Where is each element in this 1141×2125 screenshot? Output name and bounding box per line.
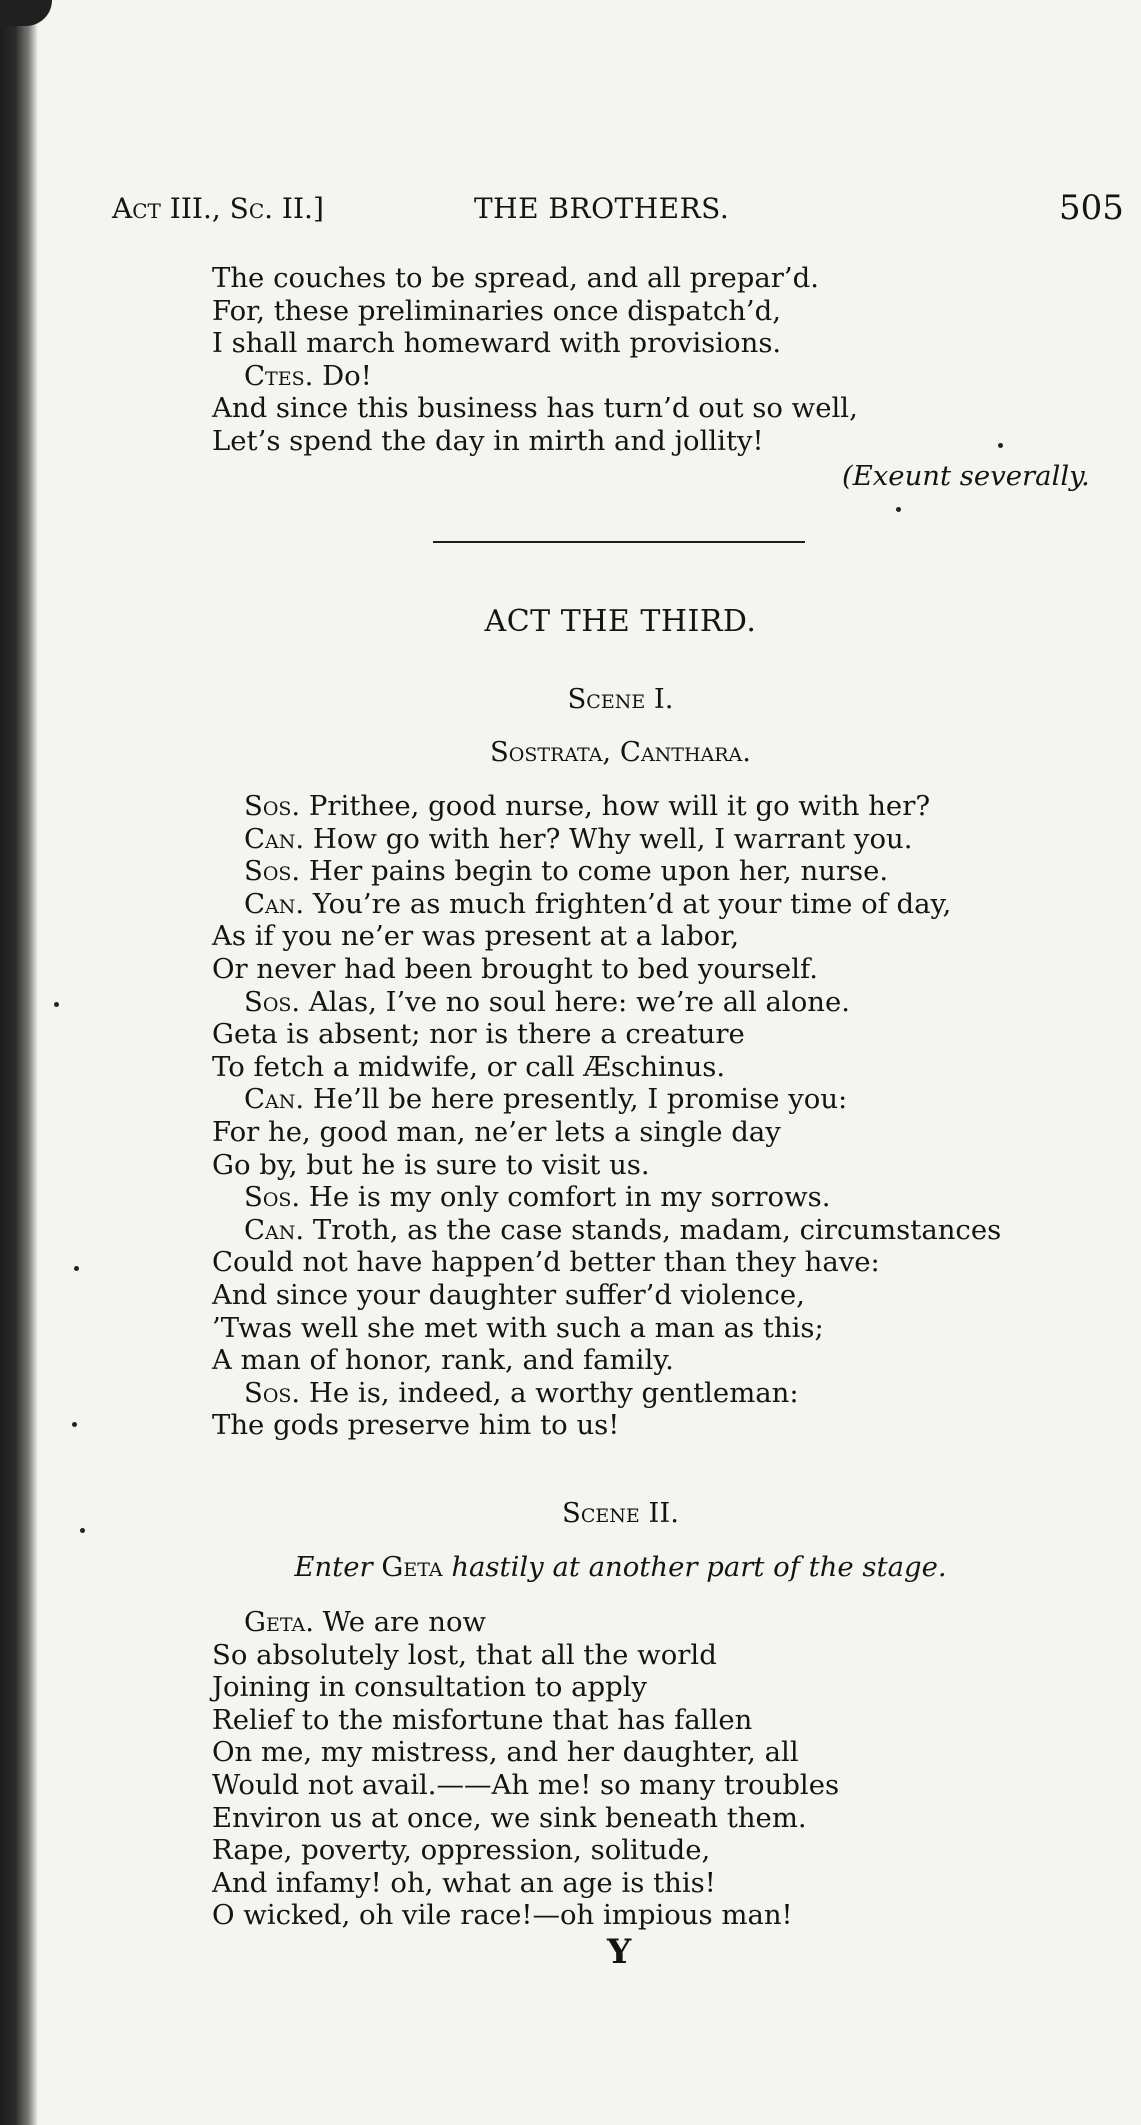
line-text: Environ us at once, we sink beneath them. [212,1801,807,1834]
speaker-name: Can. [244,822,305,855]
speaker-name: Sos. [244,790,301,822]
stage-direction-enter: Enter [294,1551,382,1583]
line-text: Relief to the misfortune that has fallen [212,1703,753,1736]
line-text: The gods preserve him to us! [212,1409,620,1442]
line-text: A man of honor, rank, and family. [212,1344,674,1377]
line-text: He is my only comfort in my sorrows. [300,1181,831,1214]
speech-line [212,855,1112,888]
speaker-name: Can. [244,1083,305,1116]
stage-direction [0,1551,1141,1583]
line-text: We are now [313,1606,487,1638]
verse-line [212,920,1112,953]
act-scene-text: Act III., Sc. II.] [112,192,324,225]
speaker-name: Ctes. [244,359,314,392]
line-text: Rape, poverty, oppression, solitude, [212,1834,711,1867]
verse-line [212,1344,1112,1377]
verse-line [212,1409,1112,1442]
top-passage [212,262,1112,458]
line-text: Her pains begin to come upon her, nurse. [300,855,889,888]
verse-line [212,1671,1112,1704]
binding-shadow [0,0,38,2125]
scene-characters: Sostrata, Canthara. [489,736,752,768]
verse-line [212,1867,1112,1900]
speaker-name: Geta. [244,1606,314,1638]
line-text: Or never had been brought to bed yourself. [212,952,818,985]
verse-line [212,1051,1112,1084]
scene-2-dialogue [212,1606,1112,1932]
ink-speck [74,1266,79,1271]
line-text: O wicked, oh vile race!—oh impious man! [212,1899,793,1932]
speech-line [212,1214,1112,1247]
verse-line [212,1802,1112,1835]
running-header [112,188,1122,228]
verse-line [212,1704,1112,1737]
signature-mark: Y [607,1932,632,1972]
line-text: How go with her? Why well, I warrant you. [304,822,913,855]
speech-line [212,1377,1112,1410]
speech-text: Do! [313,359,372,392]
speech-line [212,986,1112,1019]
verse-line [212,953,1112,986]
line-text: Go by, but he is sure to visit us. [212,1148,650,1181]
line-text: And since your daughter suffer’d violence, [212,1278,805,1311]
speaker-name: Sos. [244,1376,301,1409]
scene-heading: Scene II. [562,1497,679,1529]
speaker-name: Can. [244,887,305,920]
speaker-name: Sos. [244,1181,301,1214]
line-text: And infamy! oh, what an age is this! [212,1866,716,1899]
line-text: Could not have happen’d better than they have: [212,1246,880,1279]
binding-corner [0,0,52,26]
verse-line [212,1736,1112,1769]
verse-line: For, these preliminaries once dispatch’d, [212,294,782,327]
stage-direction-rest: hastily at another part of the stage. [442,1551,947,1583]
line-text: Alas, I’ve no soul here: we’re all alone. [300,985,850,1018]
speech-line [212,1181,1112,1214]
verse-line [212,1639,1112,1672]
line-text: As if you ne’er was present at a labor, [212,920,740,953]
verse-line [212,1769,1112,1802]
line-text: Joining in consultation to apply [212,1671,648,1704]
stage-direction-name: Geta [381,1551,443,1583]
speaker-name: Sos. [244,985,301,1018]
verse-line [212,1834,1112,1867]
speech-line [212,823,1112,856]
line-text: To fetch a midwife, or call Æschinus. [212,1050,726,1083]
line-text: He is, indeed, a worthy gentleman: [300,1376,799,1409]
act-scene-reference [112,192,324,225]
verse-line: Let’s spend the day in mirth and jollity! [212,424,764,457]
line-text: Prithee, good nurse, how will it go with her? [300,790,931,822]
line-text: He’ll be here presently, I promise you: [304,1083,848,1116]
verse-line [212,1018,1112,1051]
verse-line [212,1312,1112,1345]
line-text: On me, my mistress, and her daughter, all [212,1736,799,1769]
verse-line: I shall march homeward with provisions. [212,327,782,360]
line-text: Geta is absent; nor is there a creature [212,1018,745,1051]
speaker-name: Can. [244,1213,305,1246]
speaker-name: Sos. [244,855,301,888]
line-text: You’re as much frighten’d at your time of day, [304,887,952,920]
ink-speck [72,1422,77,1427]
speech-line [212,360,1112,393]
line-text: For he, good man, ne’er lets a single day [212,1115,781,1148]
page-number: 505 [1059,188,1124,228]
speech-line [212,790,1112,823]
verse-line: And since this business has turn’d out so well, [212,392,858,425]
scene-1-dialogue [212,790,1112,1442]
verse-line [212,1279,1112,1312]
line-text: Troth, as the case stands, madam, circumstances [304,1213,1002,1246]
stage-direction-exeunt: (Exeunt severally. [842,460,1090,492]
speech-line [212,1606,1112,1639]
ink-speck [896,507,901,512]
verse-line: The couches to be spread, and all prepar’d. [212,262,820,294]
scene-heading: Scene I. [567,683,674,715]
speech-line [212,1083,1112,1116]
line-text: Would not avail.——Ah me! so many troubles [212,1768,840,1801]
line-text: ’Twas well she met with such a man as this; [212,1311,824,1344]
speech-line [212,888,1112,921]
verse-line [212,1899,1112,1932]
line-text: So absolutely lost, that all the world [212,1638,717,1671]
act-title: ACT THE THIRD. [484,604,757,639]
verse-line [212,1116,1112,1149]
running-title: THE BROTHERS. [474,192,730,225]
verse-line [212,1149,1112,1182]
ink-speck [54,1002,59,1007]
verse-line [212,1246,1112,1279]
section-divider [433,541,805,543]
